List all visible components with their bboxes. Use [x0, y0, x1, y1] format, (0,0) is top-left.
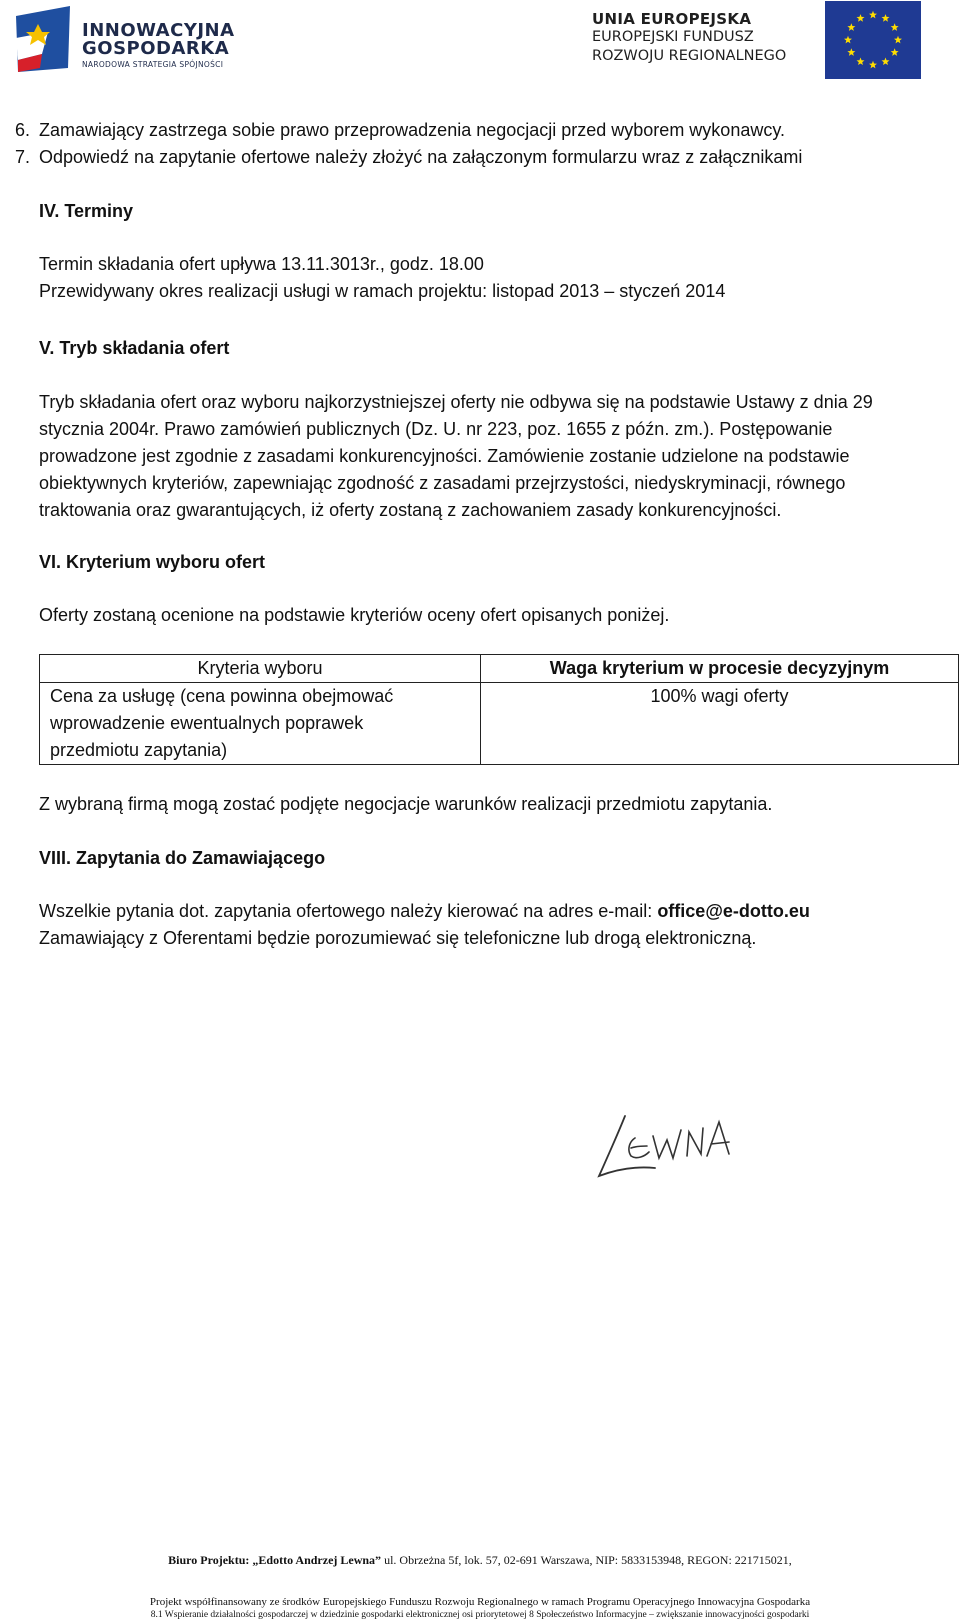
table-cell-weight: 100% wagi oferty	[481, 683, 959, 765]
list-item-text: Odpowiedź na zapytanie ofertowe należy złożyć na załączonym formularzu wraz z załącznikami	[39, 147, 803, 167]
eu-line-1: UNIA EUROPEJSKA	[592, 10, 752, 28]
realization-period-text: Przewidywany okres realizacji usługi w ramach projektu: listopad 2013 – styczeń 2014	[39, 281, 726, 301]
table-row	[40, 683, 959, 765]
list-item-number: 7.	[14, 147, 30, 167]
table-header-row	[40, 655, 959, 683]
logo-line-3: NARODOWA STRATEGIA SPÓJNOŚCI	[82, 60, 224, 69]
questions-line	[39, 898, 810, 925]
questions-text: Wszelkie pytania dot. zapytania ofertowego należy kierować na adres e-mail:	[39, 901, 658, 921]
table-header-weight: Waga kryterium w procesie decyzyjnym	[481, 655, 959, 683]
communication-text: Zamawiający z Oferentami będzie porozumiewać się telefoniczne lub drogą elektroniczną.	[39, 928, 757, 948]
deadline-text: Termin składania ofert upływa 13.11.3013r., godz. 18.00	[39, 254, 484, 274]
section-heading-kryterium: VI. Kryterium wyboru ofert	[39, 552, 266, 572]
section-heading-zapytania: VIII. Zapytania do Zamawiającego	[39, 848, 326, 868]
section-heading-terminy: IV. Terminy	[39, 201, 134, 221]
page-header	[0, 0, 960, 82]
footer-cofinance-line: Projekt współfinansowany ze środków Europejskiego Funduszu Rozwoju Regionalnego w ramach Programu Operacyjnego Innowacyjna Gospodarka	[149, 1596, 811, 1608]
footer-measure-line: 8.1 Wspieranie działalności gospodarczej w dziedzinie gospodarki elektronicznej osi priorytetowej 8 Społeczeństwo Informacyjne – zwiększanie innowacyjności gospodarki	[150, 1610, 810, 1620]
table-header-criteria: Kryteria wyboru	[40, 655, 481, 683]
criteria-intro: Oferty zostaną ocenione na podstawie kryteriów oceny ofert opisanych poniżej.	[39, 605, 670, 625]
list-item-text: Zamawiający zastrzega sobie prawo przeprowadzenia negocjacji przed wyborem wykonawcy.	[39, 120, 786, 140]
negotiation-note: Z wybraną firmą mogą zostać podjęte negocjacje warunków realizacji przedmiotu zapytania.	[39, 794, 773, 814]
eu-line-3: ROZWOJU REGIONALNEGO	[592, 48, 787, 64]
logo-line-1: INNOWACYJNA	[82, 20, 235, 41]
footer-office-address: ul. Obrzeżna 5f, lok. 57, 02-691 Warszawa, NIP: 5833153948, REGON: 221715021,	[381, 1553, 792, 1567]
criteria-table	[39, 654, 959, 765]
handwritten-signature	[595, 1108, 745, 1188]
list-item-number: 6.	[14, 120, 30, 140]
logo-line-2: GOSPODARKA	[82, 38, 230, 59]
contact-email-link[interactable]: office@e-dotto.eu	[657, 901, 810, 921]
procedure-paragraph: Tryb składania ofert oraz wyboru najkorzystniejszej oferty nie odbywa się na podstawie Ustawy z dnia 29 stycznia 2004r. Prawo zamówień publicznych (Dz. U. nr 223, poz. 1655 z późn. zm.). Postępowanie prowadzone jest zgodnie z zasadami konkurencyjności. Zamówienie zostanie udzielone na podstawie obiektywnych kryteriów, zapewniając zgodność z zasadami przejrzystości, niedyskryminacji, równego traktowania oraz gwarantujących, iż oferty zostaną z zachowaniem zasady konkurencyjności.	[39, 392, 873, 520]
footer-office-label: Biuro Projektu: „Edotto Andrzej Lewna”	[168, 1553, 382, 1567]
table-cell-criterion: Cena za usługę (cena powinna obejmować wprowadzenie ewentualnych poprawek przedmiotu zapytania)	[40, 683, 481, 765]
eu-logo-text	[592, 10, 812, 66]
footer-office-line	[0, 1553, 960, 1568]
eu-flag-icon	[825, 1, 921, 79]
eu-line-2: EUROPEJSKI FUNDUSZ	[592, 29, 754, 45]
innowacyjna-gospodarka-logo	[12, 2, 282, 74]
section-heading-tryb: V. Tryb składania ofert	[39, 338, 230, 358]
